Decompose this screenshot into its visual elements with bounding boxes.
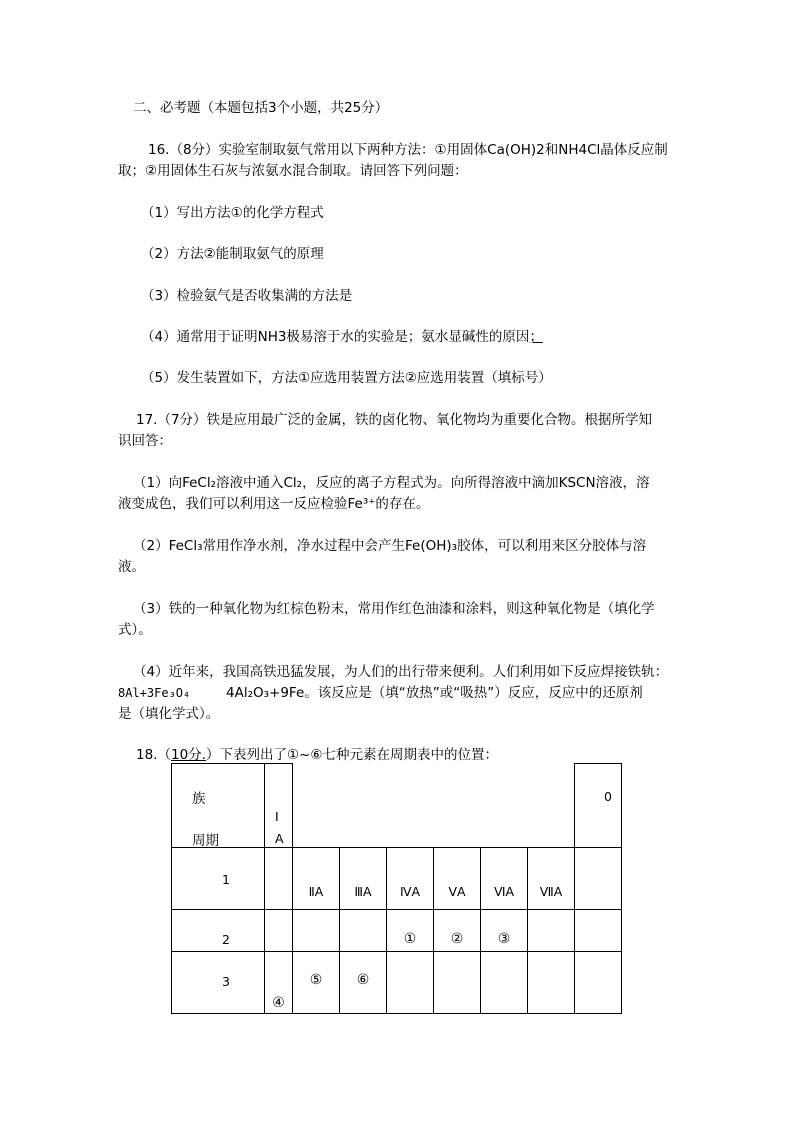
q17-part2-line2: 液。 [118,559,145,575]
element-6: ⑥ [340,952,387,1014]
group-ia-bottom: A [275,830,284,846]
group-ia-top: I [275,808,279,824]
q18-title-score: 10分. [170,747,206,763]
p2-zero [575,910,622,952]
q17-part1-line1: （1）向FeCl₂溶液中通入Cl₂，反应的离子方程式为。向所得溶液中滴加KSCN溶液，溶 [133,475,650,491]
header-top-cell [172,764,265,785]
gap [293,764,575,785]
p2-ia [265,910,293,952]
section-heading: 二、必考题（本题包括3个小题，共25分） [133,100,389,116]
q18-title-suffix: ）下表列出了①~⑥七种元素在周期表中的位置： [205,747,498,763]
period-1: 1 [222,872,230,887]
q17-part4-line3: 是（填化学式）。 [118,706,220,722]
p3-via [481,952,528,1014]
q17-reactants: 8Al+3Fe₃O₄ [118,686,191,700]
p3-iva [387,952,434,1014]
header-cell [172,785,265,848]
q17-products: 4Al₂O₃+9Fe。该反应是（填“放热”或“吸热”）反应，反应中的还原剂 [226,685,643,701]
q16-part4 [141,328,543,346]
element-2: ② [434,910,481,952]
period-1-zero [575,848,622,910]
period-3-cell [172,952,265,1014]
q17-part3-line1: （3）铁的一种氧化物为红棕色粉末，常用作红色油漆和涂料，则这种氧化物是（填化学 [133,601,655,617]
q16-part2: （2）方法②能制取氨气的原理 [141,246,324,262]
header-period: 周期 [192,832,219,849]
q17-part2-line1: （2）FeCl₃常用作净水剂，净水过程中会产生Fe(OH)₃胶体，可以利用来区分胶体与溶 [133,538,647,554]
q16-line2: 取；②用固体生石灰与浓氨水混合制取。请回答下列问题： [118,163,468,179]
p2-viia [528,910,575,952]
group-va: ⅤA [434,848,481,910]
q18-title-prefix: 18.（ [136,747,171,763]
element-4: ④ [265,952,293,1014]
p2-iia [293,910,340,952]
period-1-cell [172,848,265,910]
p3-viia [528,952,575,1014]
element-1: ① [387,910,434,952]
group-0-cell [575,785,622,848]
period-1-ia [265,848,293,910]
gap-2 [293,785,575,848]
q17-part1-line2: 液变成色，我们可以利用这一反应检验Fe³⁺的存在。 [118,496,430,512]
group-iia: ⅡA [293,848,340,910]
group-viia: ⅦA [528,848,575,910]
period-3: 3 [222,974,230,989]
q16-part4-text: （4）通常用于证明NH3极易溶于水的实验是；氨水显碱性的原因 [141,329,530,345]
p3-zero [575,952,622,1014]
header-group: 族 [192,790,206,807]
group-iva: ⅣA [387,848,434,910]
q17-line2: 识回答： [118,433,172,449]
q16-part4-end: ； [529,329,543,345]
group-0-label: 0 [604,788,612,804]
element-5: ⑤ [293,952,340,1014]
q16-line1: 16.（8分）实验室制取氨气常用以下两种方法：①用固体Ca(OH)2和NH4Cl晶体反应制 [148,142,668,158]
q16-part5: （5）发生装置如下，方法①应选用装置方法②应选用装置（填标号） [141,370,552,386]
period-2-cell [172,910,265,952]
q16-part1: （1）写出方法①的化学方程式 [141,205,324,221]
periodic-table [171,763,622,1014]
group-via: ⅥA [481,848,528,910]
period-2: 2 [222,932,230,947]
q16-part3: （3）检验氨气是否收集满的方法是 [141,288,353,304]
p3-va [434,952,481,1014]
zero-top-cell [575,764,622,785]
ia-top-cell [265,764,293,785]
q17-part4-line1: （4）近年来，我国高铁迅猛发展，为人们的出行带来便利。人们利用如下反应焊接铁轨： [133,664,669,680]
p2-iiia [340,910,387,952]
q17-line1: 17.（7分）铁是应用最广泛的金属，铁的卤化物、氧化物均为重要化合物。根据所学知 [136,412,653,428]
group-ia-cell [265,785,293,848]
q17-part3-line2: 式）。 [118,622,152,638]
q18-title [136,746,498,764]
group-iiia: ⅢA [340,848,387,910]
element-3: ③ [481,910,528,952]
